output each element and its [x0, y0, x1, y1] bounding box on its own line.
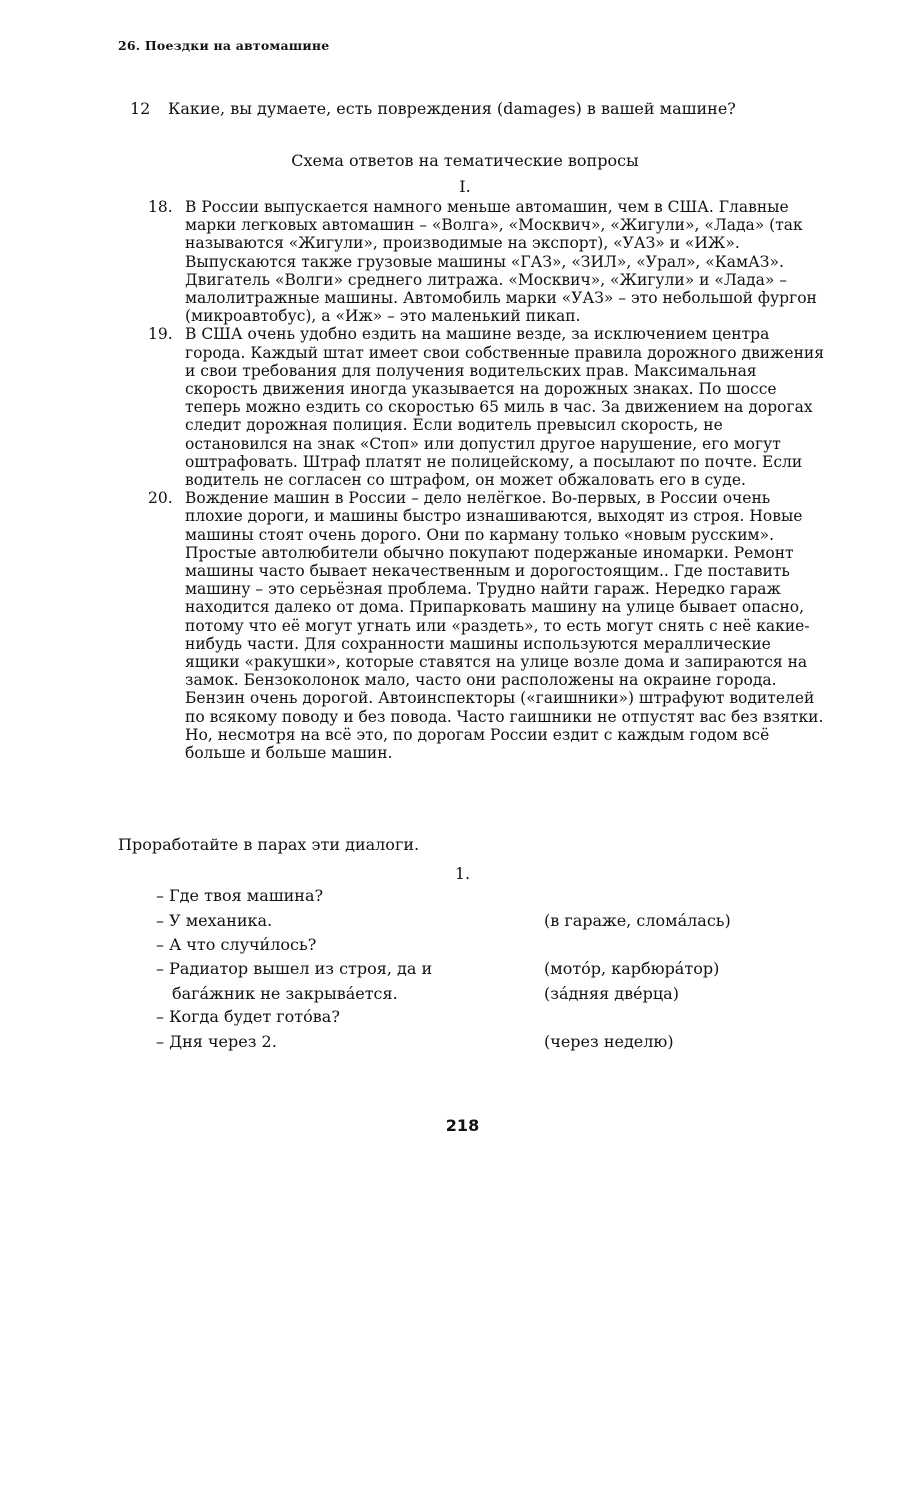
answer-number: 20. [148, 489, 173, 508]
question-text: Какие, вы думаете, есть повреждения (damages) в вашей машине? [168, 99, 736, 118]
dialog-number: 1. [454, 864, 471, 883]
answer-18 [148, 198, 828, 325]
answer-text: В России выпускается намного меньше автомашин, чем в США. Главные марки легковых автомашин – «Волга», «Москвич», «Жигули», «Лада» (так называются «Жигули», производимые на экспорт), «УАЗ» и «ИЖ». Выпускаются также грузовые машины «ГАЗ», «ЗИЛ», «Урал», «КамАЗ». Двигатель «Волги» среднего литража. «Москвич», «Жигули» и «Лада» – малолитражные машины. Автомобиль марки «УАЗ» – это небольшой фургон (микроавтобус), а «Иж» – это маленький пикап. [185, 198, 817, 326]
dialog-substitution-2: (в гараже, слома́лась) [544, 911, 731, 930]
answer-20 [148, 489, 828, 762]
dialog-substitution-7: (через неделю) [544, 1032, 674, 1051]
dialog-line-1: – Где твоя машина? [156, 886, 324, 905]
dialog-substitution-4: (мото́р, карбюра́тор) [544, 959, 720, 978]
answer-text: В США очень удобно ездить на машине везде, за исключением центра города. Каждый штат имеет свои собственные правила дорожного движения и свои требования для получения водительских прав. Максимальная скорость движения иногда указывается на дорожных знаках. По шоссе теперь можно ездить со скоростью 65 миль в час. За движением на дорогах следит дорожная полиция. Если водитель превысил скорость, не остановился на знак «Стоп» или допустил другое нарушение, его могут оштрафовать. Штраф платят не полицейскому, а посылают по почте. Если водитель не согласен со штрафом, он может обжаловать его в суде. [185, 325, 825, 490]
answers-list [148, 198, 828, 762]
dialog-line-5: бага́жник не закрыва́ется. [172, 984, 398, 1003]
dialog-line-4: – Радиатор вышел из строя, да и [156, 959, 433, 978]
scheme-title: Схема ответов на тематические вопросы [291, 151, 639, 170]
instruction: Проработайте в парах эти диалоги. [118, 835, 420, 854]
section-numeral: I. [459, 177, 471, 196]
answer-number: 19. [148, 325, 173, 344]
running-header: 26. Поездки на автомашине [118, 38, 330, 53]
answer-19 [148, 325, 828, 489]
answer-number: 18. [148, 198, 173, 216]
dialog-line-3: – А что случи́лось? [156, 935, 317, 954]
dialog-line-2: – У механика. [156, 911, 273, 930]
page-number: 218 [445, 1116, 480, 1135]
dialog-substitution-5: (за́дняя две́рца) [544, 984, 679, 1003]
dialog-line-7: – Дня через 2. [156, 1032, 277, 1051]
answer-text: Вождение машин в России – дело нелёгкое. Во-первых, в России очень плохие дороги, и машины быстро изнашиваются, выходят из строя. Новые машины стоят очень дорого. Они по карману только «новым русским». Простые автолюбители обычно покупают подержаные иномарки. Ремонт машины часто бывает некачественным и дорогостоящим.. Где поставить машину – это серьёзная проблема. Трудно найти гараж. Нередко гараж находится далеко от дома. Припарковать машину на улице бывает опасно, потому что её могут угнать или «раздеть», то есть могут снять с неё какие-нибудь части. Для сохранности машины используются мераллические ящики «ракушки», которые ставятся на улице возле дома и запираются на замок. Бензоколонок мало, часто они расположены на окраине города. Бензин очень дорогой. Автоинспекторы («гаишники») штрафуют водителей по всякому поводу и без повода. Часто гаишники не отпустят вас без взятки. Но, несмотря на всё это, по дорогам России ездит с каждым годом всё больше и больше машин. [185, 489, 824, 763]
question-number: 12 [130, 99, 151, 118]
dialog-line-6: – Когда будет гото́ва? [156, 1007, 340, 1026]
question-12 [130, 99, 736, 118]
